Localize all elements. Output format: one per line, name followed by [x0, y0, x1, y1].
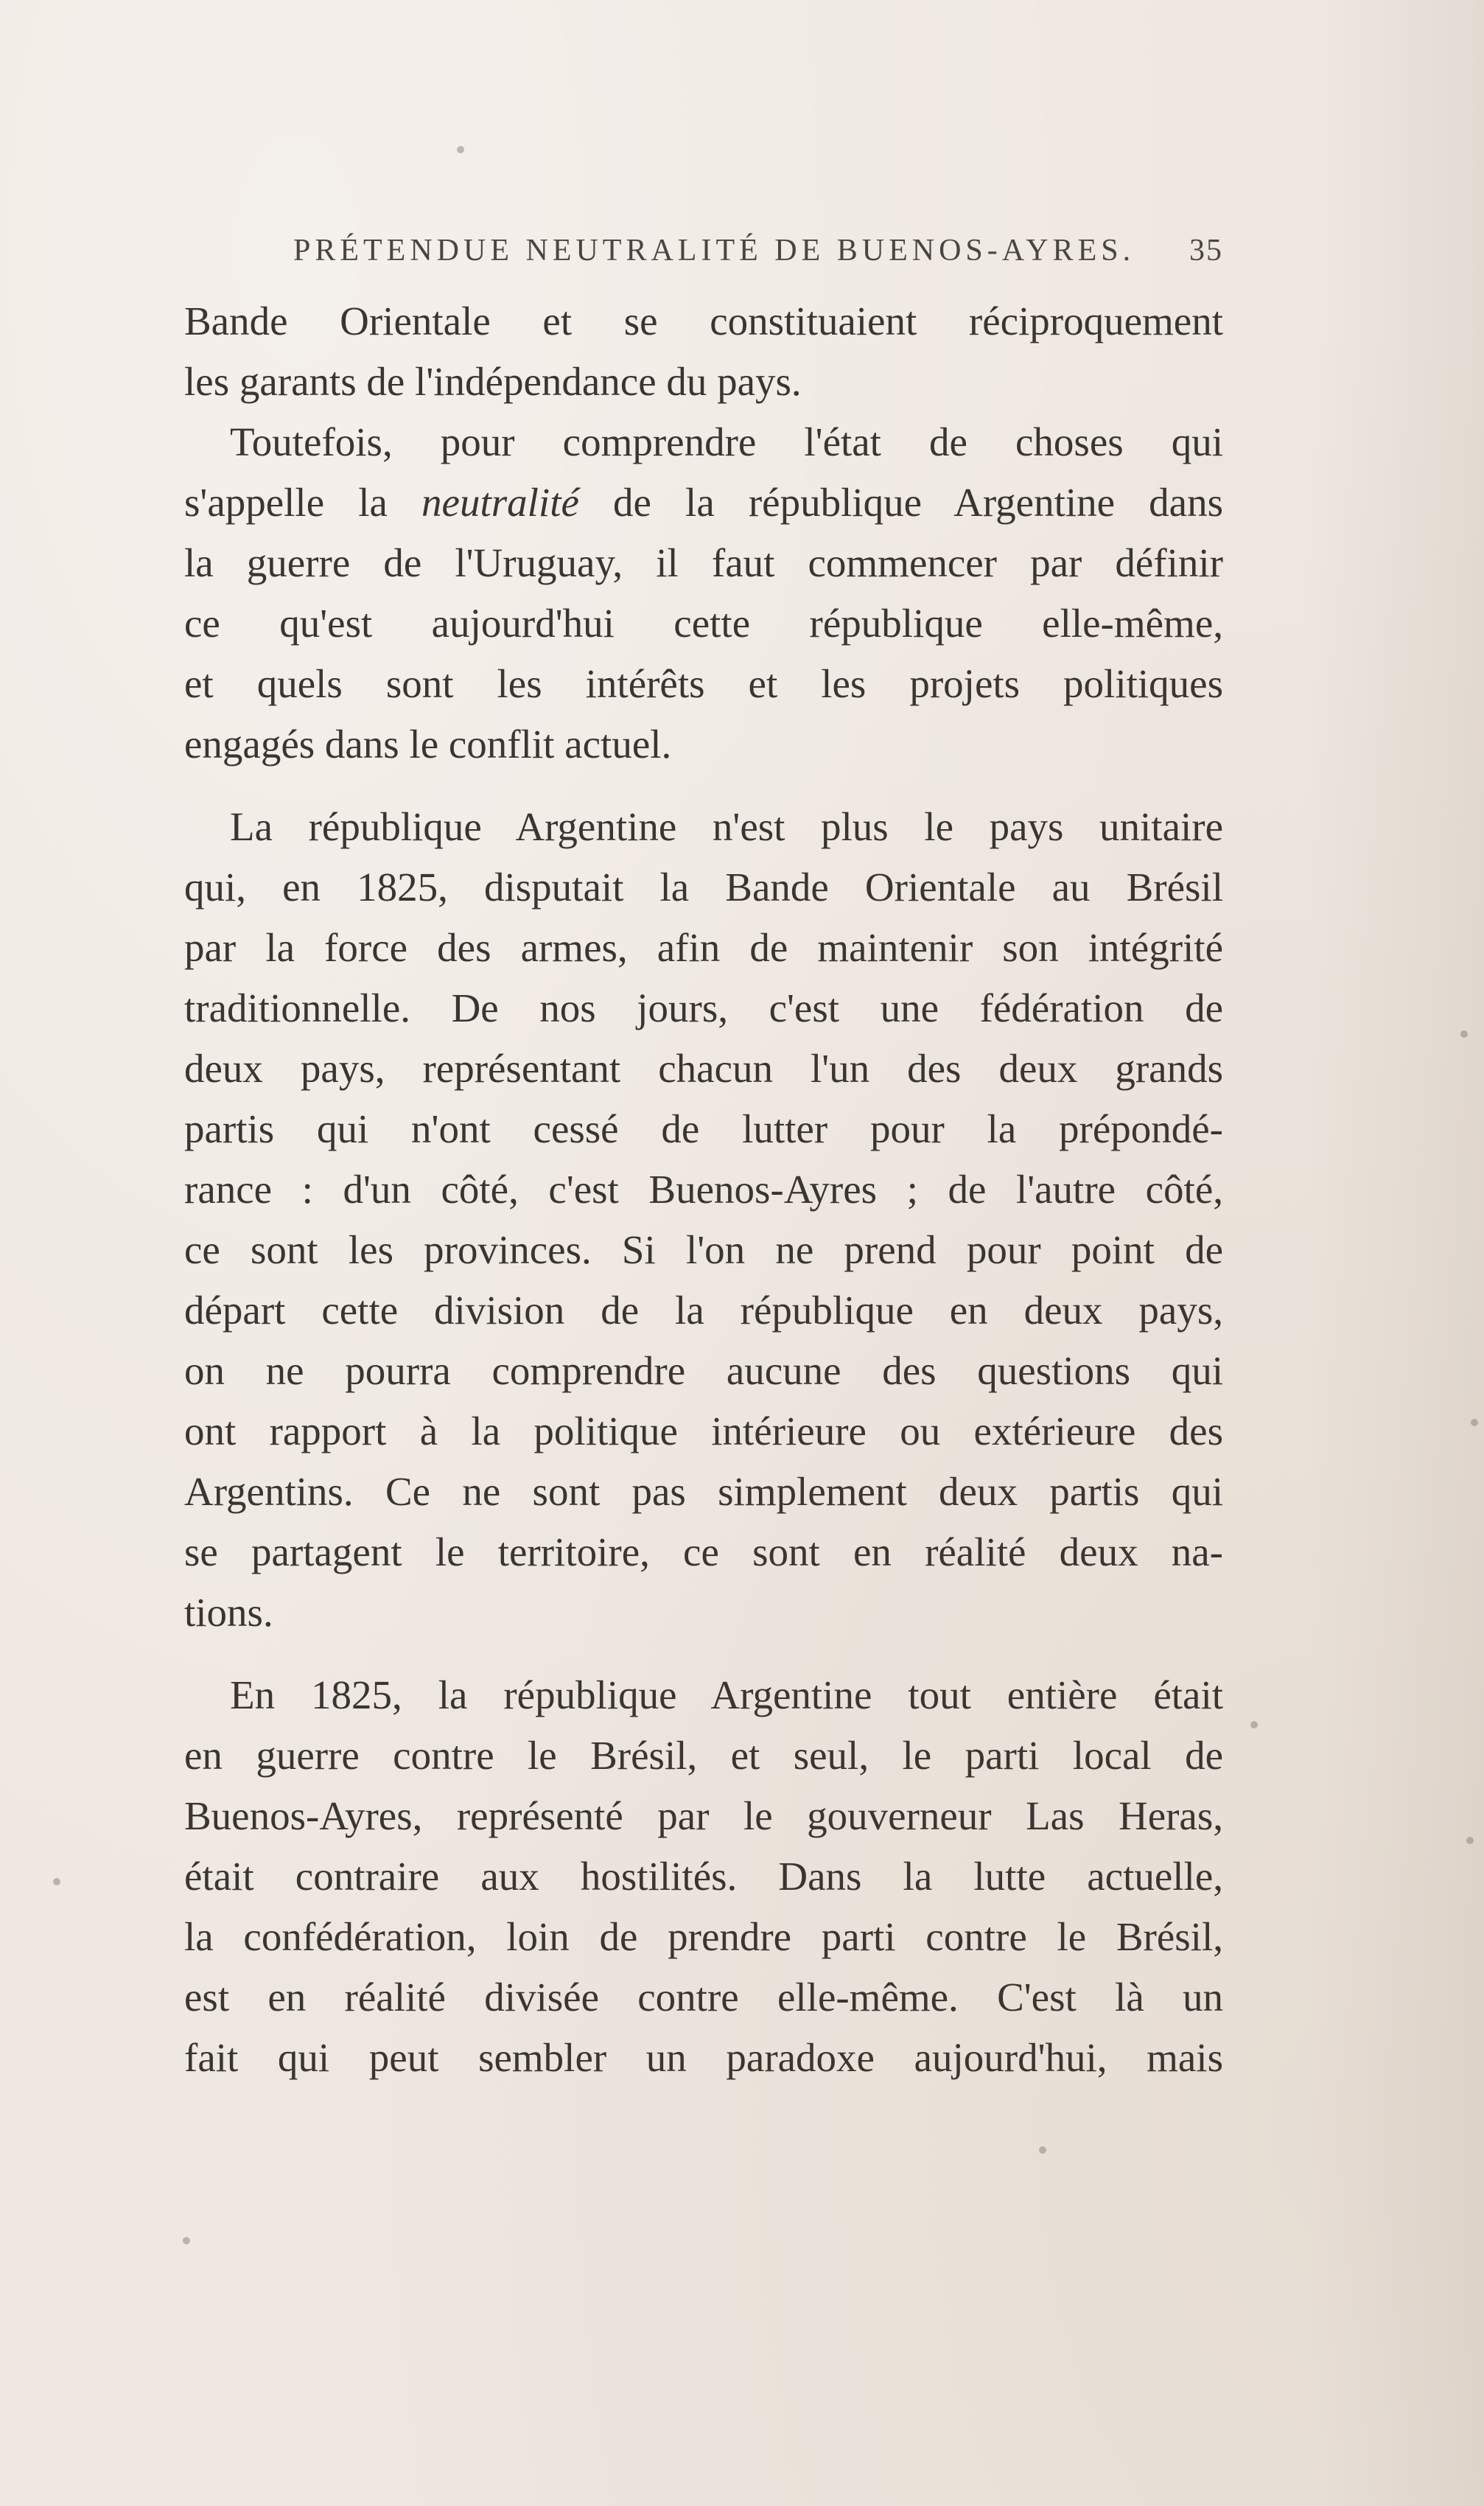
text-line: était contraire aux hostilités. Dans la lutte actuelle,: [184, 1854, 1223, 1899]
text-line: Argentins. Ce ne sont pas simplement deux partis qui: [184, 1469, 1223, 1514]
text-line: et quels sont les intérêts et les projets politiques: [184, 661, 1223, 706]
text-line: ce sont les provinces. Si l'on ne prend pour point de: [184, 1227, 1223, 1272]
text-line: on ne pourra comprendre aucune des questions qui: [184, 1348, 1223, 1393]
text-line: par la force des armes, afin de maintenir son intégrité: [184, 925, 1223, 970]
text-line: traditionnelle. De nos jours, c'est une fédération de: [184, 985, 1223, 1030]
text-line: se partagent le territoire, ce sont en réalité deux na-: [184, 1529, 1223, 1574]
text-span: de la république Argentine dans: [578, 480, 1223, 525]
paper-speck: [53, 1878, 60, 1885]
text-line: tions.: [184, 1590, 273, 1635]
paper-speck: [457, 146, 464, 153]
text-line: est en réalité divisée contre elle-même. C'est là un: [184, 1975, 1223, 2020]
text-line: [184, 472, 1223, 533]
text-line: ce qu'est aujourd'hui cette république elle-même,: [184, 601, 1223, 646]
paper-speck: [1250, 1721, 1258, 1728]
text-line: fait qui peut sembler un paradoxe aujourd'hui, mais: [184, 2035, 1223, 2080]
italic-emphasis: neutralité: [421, 480, 579, 525]
text-line: Bande Orientale et se constituaient réciproquement: [184, 299, 1223, 343]
text-line: En 1825, la république Argentine tout entière était: [230, 1672, 1223, 1717]
running-title: PRÉTENDUE NEUTRALITÉ DE BUENOS-AYRES.: [293, 234, 1135, 268]
paper-speck: [183, 2237, 190, 2244]
text-line: Buenos-Ayres, représenté par le gouverneur Las Heras,: [184, 1793, 1223, 1838]
text-line: partis qui n'ont cessé de lutter pour la prépondé-: [184, 1106, 1223, 1151]
text-line: la guerre de l'Uruguay, il faut commencer par définir: [184, 540, 1223, 585]
text-line: rance : d'un côté, c'est Buenos-Ayres ; de l'autre côté,: [184, 1167, 1223, 1212]
body-text: [184, 291, 1223, 2088]
text-line: ont rapport à la politique intérieure ou extérieure des: [184, 1409, 1223, 1453]
paper-speck: [1039, 2146, 1046, 2154]
text-line: les garants de l'indépendance du pays.: [184, 359, 802, 404]
text-line: en guerre contre le Brésil, et seul, le parti local de: [184, 1733, 1223, 1778]
paper-speck: [1466, 1837, 1474, 1844]
running-head: [293, 233, 1223, 277]
paragraph-gap: [184, 1643, 1223, 1665]
page-number: 35: [1189, 234, 1223, 268]
text-line: la confédération, loin de prendre parti contre le Brésil,: [184, 1914, 1223, 1959]
text-span: s'appelle la: [184, 480, 422, 525]
text-line: La république Argentine n'est plus le pays unitaire: [230, 804, 1223, 849]
paper-speck: [1460, 1030, 1468, 1038]
text-line: départ cette division de la république en deux pays,: [184, 1288, 1223, 1333]
text-line: deux pays, représentant chacun l'un des deux grands: [184, 1046, 1223, 1091]
text-line: engagés dans le conflit actuel.: [184, 722, 672, 767]
text-line: Toutefois, pour comprendre l'état de choses qui: [230, 419, 1223, 464]
paragraph-gap: [184, 775, 1223, 797]
paper-speck: [1471, 1419, 1478, 1426]
text-line: qui, en 1825, disputait la Bande Orientale au Brésil: [184, 865, 1223, 910]
